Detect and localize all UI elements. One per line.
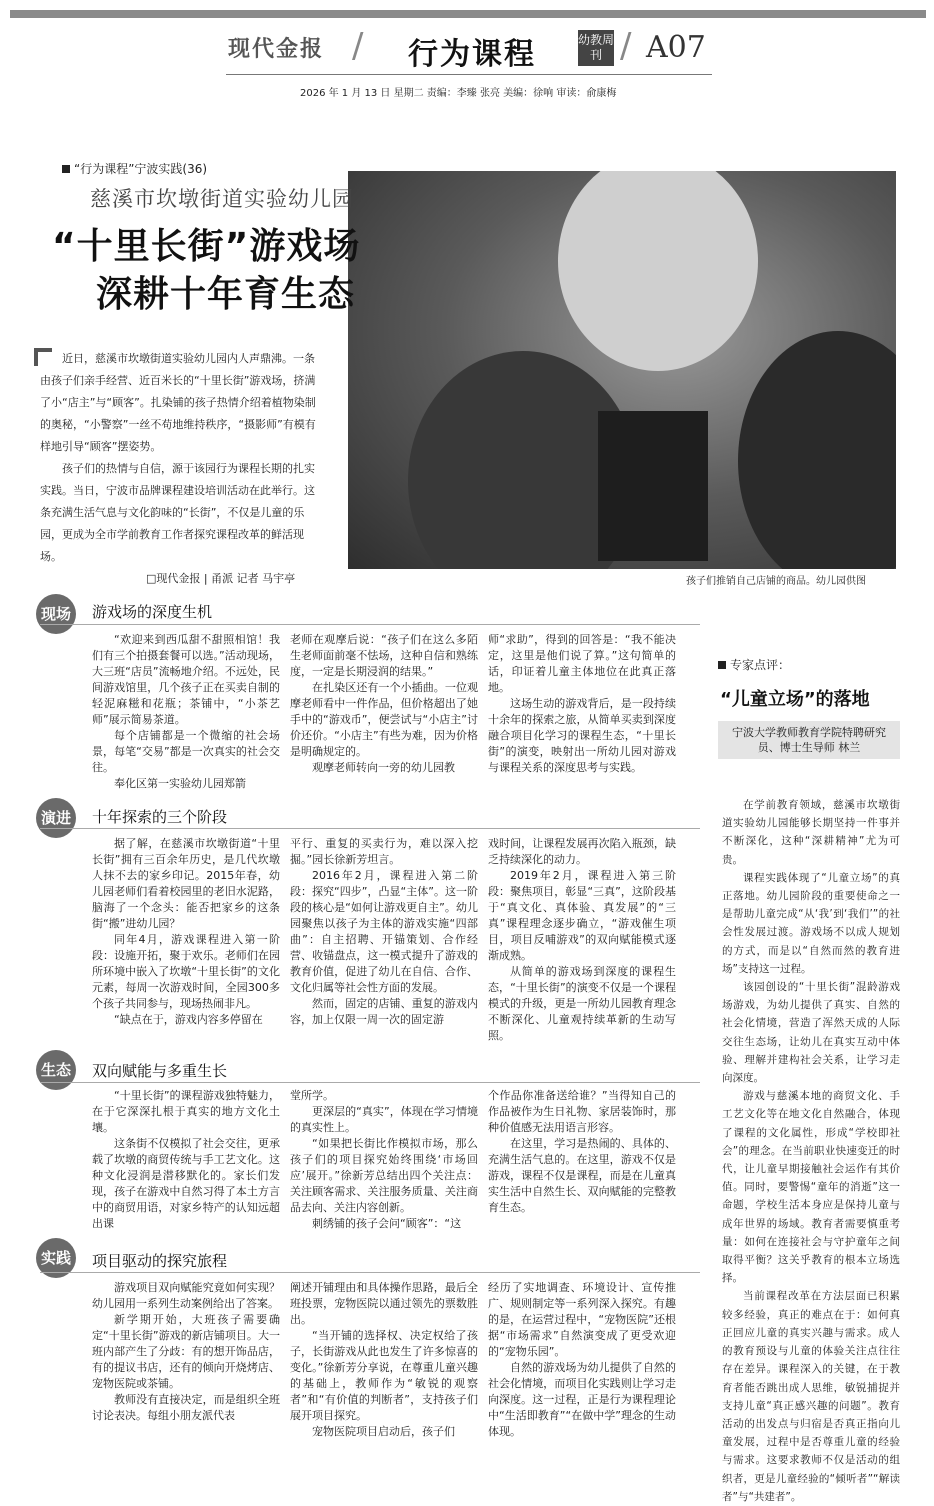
body-paragraph: 同年4月，游戏课程进入第一阶段：设施开拓，聚于欢乐。老师们在园所环境中嵌入了坎墩“十里长街”的文化元素，每周一次游戏时间，全园300多个孩子共同参与，现场热闹非凡。 [92, 933, 280, 1010]
body-paragraph: “当开铺的选择权、决定权给了孩子，长街游戏从此也发生了许多惊喜的变化。”徐新芳分享说，在尊重儿童兴趣的基础上，教师作为“敏锐的观察者”和“有价值的判断者”，支持孩子们展开项目探究。 [290, 1329, 478, 1422]
body-paragraph: 在这里，学习是热闹的、具体的、充满生活气息的。在这里，游戏不仅是游戏，课程不仅是课程，而是在儿童真实生活中自然生长、双向赋能的完整教育生态。 [488, 1137, 676, 1214]
body-paragraph: 这场生动的游戏背后，是一段持续十余年的探索之旅，从简单买卖到深度融合项目化学习的课程生态，“十里长街”的演变，映射出一所幼儿园对游戏与课程关系的深度思考与实践。 [488, 697, 676, 774]
expert-paragraph: 当前课程改革在方法层面已积累较多经验，真正的难点在于：如何真正回应儿童的真实兴趣与需求。成人的教育预设与儿童的体验关注点往往存在差异。课程深入的关键，在于教育者能否跳出成人思维，敏锐捕捉并支持儿童“真正感兴趣的问题”。教育活动的出发点与归宿是否真正指向儿童发展，过程中是否尊重儿童的经验与需求。这要求教师不仅是活动的组织者，更是儿童经验的“倾听者”“解读者”与“共建者”。 [722, 1290, 900, 1503]
section-tag-scene: 现场 [36, 594, 76, 634]
body-paragraph: 2019年2月，课程进入第三阶段：聚焦项目，彰显“三真”，这阶段基于“真文化、真体验、真发展”的“三真”课程理念逐步确立，“游戏催生项目，项目反哺游戏”的双向赋能模式逐渐成熟。 [488, 869, 676, 962]
section-tag-evolution: 演进 [36, 798, 76, 838]
header-divider-2: / [620, 26, 632, 66]
body-paragraph: “十里长街”的课程游戏独特魅力，在于它深深扎根于真实的地方文化土壤。 [92, 1089, 280, 1134]
article-subtitle: 慈溪市坎墩街道实验幼儿园 [90, 187, 354, 211]
body-column [92, 632, 280, 792]
section-heading: 游戏场的深度生机 [92, 603, 213, 621]
expert-body [722, 796, 900, 1506]
body-paragraph: 阐述开铺理由和具体操作思路，最后全班投票，宠物医院以通过领先的票数胜出。 [290, 1281, 478, 1326]
body-column [92, 1088, 280, 1232]
body-paragraph: 从简单的游戏场到深度的课程生态，“十里长街”的演变不仅是一个课程模式的升级，更是一所幼儿园教育理念不断深化、儿童观持续革新的生动写照。 [488, 965, 676, 1042]
body-paragraph: 在扎染区还有一个小插曲。一位观摩老师看中一件作品，但价格超出了她手中的“游戏币”，便尝试与“小店主”讨价还价。“小店主”有些为难，因为价格是明确规定的。 [290, 681, 478, 758]
body-column [92, 1280, 280, 1424]
expert-kicker-text: 专家点评： [730, 658, 791, 672]
page-number: A07 [646, 30, 706, 65]
body-paragraph: 平行、重复的买卖行为，难以深入挖掘。”园长徐新芳坦言。 [290, 837, 478, 866]
section-heading: 项目驱动的探究旅程 [92, 1252, 228, 1270]
section-rule [40, 1272, 700, 1273]
byline: □现代金报 | 甬派 记者 马宇亭 [146, 572, 296, 585]
expert-commentary-header [718, 656, 900, 759]
section-rule [40, 624, 700, 625]
lead-paragraphs [40, 348, 322, 568]
body-paragraph: 自然的游戏场为幼儿提供了自然的社会化情境，而项目化实践则让学习走向深度。这一过程，正是行为课程理论中“生活即教育”“在做中学”理念的生动体现。 [488, 1361, 676, 1438]
body-paragraph: 奉化区第一实验幼儿园郑箭 [114, 777, 246, 790]
body-paragraph: 这条街不仅模拟了社会交往，更承载了坎墩的商贸传统与手工艺文化。这种文化浸润是潜移默化的。家长们发现，孩子在游戏中自然习得了本土方言中的商贸用语，对家乡特产的认知远超出课 [92, 1137, 280, 1230]
body-paragraph: 观摩老师转向一旁的幼儿园教 [312, 761, 455, 774]
body-paragraph: 然而，固定的店铺、重复的游戏内容，加上仅限一周一次的固定游 [290, 997, 478, 1026]
header-divider: / [352, 26, 364, 66]
newspaper-brand: 现代金报 [228, 37, 325, 62]
body-paragraph: 据了解，在慈溪市坎墩街道“十里长街”拥有三百余年历史，是几代坎墩人抹不去的家乡印记。2015年春，幼儿园老师们看着校园里的老旧水泥路，脑海了一个念头：能否把家乡的这条街“搬”进幼儿园？ [92, 837, 280, 930]
body-column [290, 1088, 478, 1232]
body-paragraph: 老师在观摩后说：“孩子们在这么多陌生老师面前毫不怯场，这种自信和熟练度，一定是长期浸润的结果。” [290, 633, 478, 678]
section-heading: 双向赋能与多重生长 [92, 1062, 228, 1080]
child-back-shape-2 [738, 331, 896, 569]
lead-paragraph: 孩子们的热情与自信，源于该园行为课程长期的扎实实践。当日，宁波市品牌课程建设培训活动在此举行。这条充满生活气息与文化韵味的“长街”，不仅是儿童的乐园，更成为全市学前教育工作者探究课程改革的鲜活现场。 [40, 462, 315, 563]
lead-photo [348, 171, 896, 569]
section-title: 行为课程 [408, 37, 536, 72]
body-paragraph: 经历了实地调查、环境设计、宣传推广、规则制定等一系列深入探究。有趣的是，在运营过程中，“宠物医院”还根据“市场需求”自然演变成了更受欢迎的“宠物乐园”。 [488, 1281, 676, 1358]
photo-caption: 孩子们推销自己店铺的商品。幼儿园供图 [686, 576, 866, 587]
body-paragraph: 教师没有直接决定，而是组织全班讨论表决。每组小朋友派代表 [92, 1393, 280, 1422]
body-paragraph: 每个店铺都是一个微缩的社会场景，每笔“交易”都是一次真实的社会交往。 [92, 729, 280, 774]
section-tag-ecology: 生态 [36, 1050, 76, 1090]
expert-paragraph: 课程实践体现了“儿童立场”的真正落地。幼儿园阶段的重要使命之一是帮助儿童完成“从‘我’到‘我们’”的社会性发展过渡。游戏场不以成人规划的方式，而是以“自然而然的教育进场”支持这一过程。 [722, 871, 900, 975]
square-bullet-icon [718, 661, 726, 669]
body-paragraph: 戏时间，让课程发展再次陷入瓶颈，缺乏持续深化的动力。 [488, 837, 676, 866]
body-paragraph: 师“求助”，得到的回答是：“我不能决定，这里是他们说了算。”这句简单的话，印证着儿童主体地位在此真正落地。 [488, 633, 676, 694]
top-rule [10, 10, 926, 18]
series-kicker [62, 160, 207, 177]
body-column [488, 836, 676, 1044]
child-face-shape [558, 171, 758, 371]
body-paragraph: 更深层的“真实”，体现在学习情境的真实性上。 [290, 1105, 478, 1134]
body-paragraph: “缺点在于，游戏内容多停留在 [114, 1013, 263, 1026]
weekly-tag: 幼教周刊 [578, 30, 614, 66]
body-paragraph: 刺绣铺的孩子会问“顾客”：“这 [312, 1217, 462, 1230]
expert-author: 宁波大学教师教育学院特聘研究员、博士生导师 林兰 [718, 721, 900, 759]
expert-paragraph: 该园创设的“十里长街”混龄游戏场游戏，为幼儿提供了真实、自然的社会化情境，营造了浑然天成的人际交往生态场，让幼儿在真实互动中体验、理解并建构社会关系，让学习走向深度。 [722, 981, 900, 1085]
expert-paragraph: 游戏与慈溪本地的商贸文化、手工艺文化等在地文化自然融合，体现了课程的文化属性，形成“学校即社会”的理念。在当前职业快速变迁的时代，让儿童早期接触社会运作有其价值。同时，要警惕“童年的消逝”这一命题，学校生活本身应是保持儿童与成年世界的场域。教育者需要慎重考量：如何在连接社会与守护童年之间取得平衡？这关乎教育的根本立场选择。 [722, 1090, 900, 1285]
body-paragraph: 2016年2月，课程进入第二阶段：探究“四步”，凸显“主体”。这一阶段的核心是“如何让游戏更自主”。幼儿园聚焦以孩子为主体的游戏实施“四部曲”：自主招聘、开锚策划、合作经营、收锚盘点，这一模式提升了游戏的教育价值，促进了幼儿在自信、合作、文化归属等社会性方面的发展。 [290, 869, 478, 994]
header-rule [226, 74, 712, 75]
headline-line-2: 深耕十年育生态 [96, 274, 356, 315]
body-paragraph: “如果把长街比作模拟市场，那么孩子们的项目探究始终围绕‘市场回应’展开。”徐新芳总结出四个关注点：关注顾客需求、关注服务质量、关注商品去向、关注内容创新。 [290, 1137, 478, 1214]
body-paragraph: 新学期开始，大班孩子需要确定“十里长街”游戏的新店铺项目。大一班内部产生了分歧：有的想开饰品店，有的提议书店，还有的倾向开烧烤店、宠物医院或茶铺。 [92, 1313, 280, 1390]
issue-meta: 2026 年 1 月 13 日 星期二 责编：李臻 张亮 美编：徐响 审读：俞康梅 [300, 88, 617, 99]
body-paragraph: 个作品你准备送给谁？”当得知自己的作品被作为生日礼物、家居装饰时，那种价值感无法用语言形容。 [488, 1089, 676, 1134]
body-column [92, 836, 280, 1028]
body-column [488, 1088, 676, 1216]
body-paragraph: 游戏项目双向赋能究竟如何实现？幼儿园用一系列生动案例给出了答案。 [92, 1281, 280, 1310]
headline-line-1: “十里长街”游戏场 [52, 226, 361, 267]
expert-title: “儿童立场”的落地 [720, 689, 870, 710]
expert-paragraph: 在学前教育领域，慈溪市坎墩街道实验幼儿园能够长期坚持一件事并不断深化，这种“深耕精神”尤为可贵。 [722, 799, 900, 866]
body-paragraph: 堂所学。 [290, 1089, 334, 1102]
body-paragraph: “欢迎来到西瓜甜不甜照相馆！我们有三个拍摄套餐可以选。”活动现场，大三班“店员”流畅地介绍。不远处，民间游戏馆里，几个孩子正在买卖自制的轻泥麻糍和花瓶；茶铺中，“小茶艺师”展示简易茶道。 [92, 633, 280, 726]
body-column [290, 1280, 478, 1440]
section-heading: 十年探索的三个阶段 [92, 808, 228, 826]
square-bullet-icon [62, 165, 70, 173]
expert-kicker [718, 656, 900, 673]
lead-paragraph: 近日，慈溪市坎墩街道实验幼儿园内人声鼎沸。一条由孩子们亲手经营、近百米长的“十里长街”游戏场，挤满了小“店主”与“顾客”。扎染铺的孩子热情介绍着植物染制的奥秘，“小警察”一丝不苟地维持秩序，“摄影师”有模有样地引导“顾客”摆姿势。 [40, 352, 316, 453]
section-rule [40, 1082, 700, 1083]
body-column [488, 1280, 676, 1440]
body-column [290, 632, 478, 776]
body-paragraph: 宠物医院项目启动后，孩子们 [312, 1425, 455, 1438]
section-rule [40, 828, 700, 829]
kicker-text: “行为课程”宁波实践(36) [74, 162, 208, 176]
section-tag-practice: 实践 [36, 1238, 76, 1278]
child-body-shape [598, 411, 708, 561]
body-column [488, 632, 676, 776]
body-column [290, 836, 478, 1028]
